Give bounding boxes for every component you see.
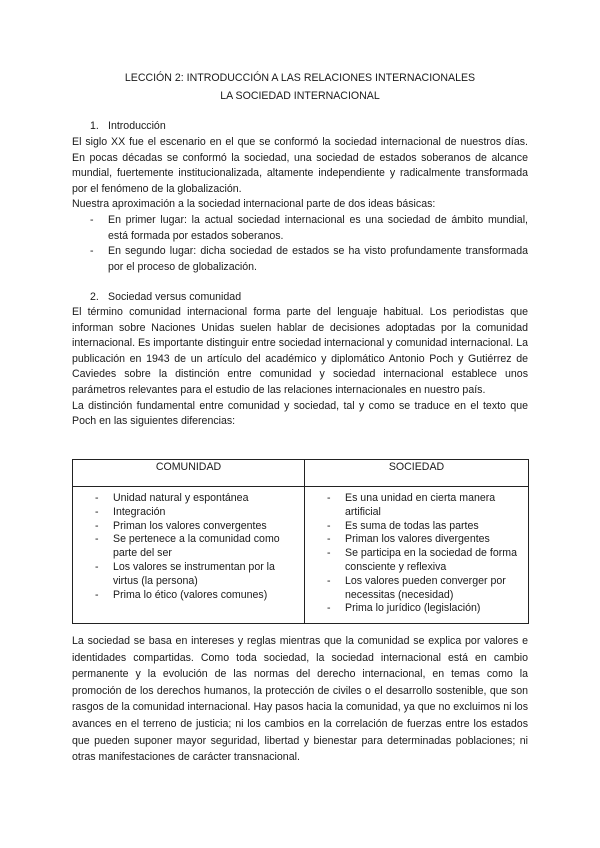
comparison-table [72,459,529,624]
list-item: - Prima lo ético (valores comunes) [95,588,268,601]
dash-marker: - [327,492,331,504]
comunidad-list [77,492,300,602]
closing-paragraph: La sociedad se basa en intereses y reglas mientras que la comunidad se explica por valores e identidades compartidas. Como toda sociedad, la sociedad internacional está en cambio permanente y la evolución de las normas del derecho internacional, en temas como la promoción de los derechos humanos, la protección de civiles o el desarrollo sostenible, que son rasgos de la comunidad internacional. Hay pasos hacia la comunidad, ya que no excluimos ni los avances en el terreno de justicia; ni los cambios en la correlación de fuerzas entre los estados que pueden suponer mayor seguridad, libertad y bienestar para determinadas poblaciones; ni otras manifestaciones de carácter transnacional. [72,635,528,764]
section-2-paragraph-2: La distinción fundamental entre comunidad y sociedad, tal y como se traduce en el texto que Poch en las siguientes diferencias: [72,399,528,428]
column-header-sociedad: SOCIEDAD [305,460,529,487]
column-header-comunidad: COMUNIDAD [73,460,305,487]
section-1-body [72,135,528,275]
list-item: - Es una unidad en cierta manera artificial [327,492,496,518]
list-item: - Se participa en la sociedad de forma consciente y reflexiva [327,547,517,573]
dash-marker: - [327,602,331,615]
list-item: - Prima lo jurídico (legislación) [327,602,481,615]
dash-marker: - [90,213,94,226]
table-header-row [73,460,529,487]
closing-body [72,633,528,766]
list-item: - Es suma de todas las partes [327,519,479,532]
section-1-paragraph-1: El siglo XX fue el escenario en el que se conformó la sociedad internacional de nuestros días. En pocas décadas se conformó la sociedad, una sociedad de estados soberanos de alcance mundial, fuertemente institucionalizada, altamente independiente y radicalmente transformada por el fenómeno de la globalización. [72,136,528,195]
lesson-title: LECCIÓN 2: INTRODUCCIÓN A LAS RELACIONES INTERNACIONALES [124,72,476,84]
list-item: - En primer lugar: la actual sociedad internacional es una sociedad de ámbito mundial, está formada por estados soberanos. [90,213,528,242]
section-2-title: Sociedad versus comunidad [108,291,242,303]
section-1-number: 1. [90,120,99,132]
section-2-heading [90,290,241,306]
section-1-title: Introducción [108,120,166,132]
dash-marker: - [327,519,331,532]
dash-marker: - [95,492,99,504]
list-item: - Unidad natural y espontánea [95,492,249,504]
list-item: - Se pertenece a la comunidad como parte del ser [95,533,280,560]
dash-marker: - [95,505,99,518]
comunidad-cell [73,487,305,624]
dash-marker: - [327,547,331,560]
dash-marker: - [327,574,331,587]
sociedad-cell [305,487,529,624]
section-2-body [72,305,528,430]
table-row [73,487,529,624]
dash-marker: - [327,533,331,546]
dash-marker: - [95,533,99,546]
list-item: - Integración [95,505,166,518]
section-1-heading [90,119,166,135]
lesson-subtitle: LA SOCIEDAD INTERNACIONAL [220,90,380,102]
dash-marker: - [95,560,99,573]
sociedad-list [309,492,524,616]
section-2-number: 2. [90,291,99,303]
list-item: - Los valores se instrumentan por la virtus (la persona) [95,560,275,587]
list-item: - Los valores pueden converger por necessitas (necesidad) [327,574,506,601]
section-1-paragraph-2: Nuestra aproximación a la sociedad internacional parte de dos ideas básicas: [72,198,436,211]
section-1-bullet-list [72,213,528,275]
dash-marker: - [95,519,99,532]
section-2-paragraph-1: El término comunidad internacional forma parte del lenguaje habitual. Los periodistas que informan sobre Naciones Unidas suelen hablar de decisiones adoptadas por la comunidad internacional. Es importante distinguir entre sociedad internacional y comunidad internacional. La publicación en 1943 de un artículo del académico y diplomático Antonio Poch y Gutiérrez de Caviedes sobre la distinción entre comunidad y sociedad internacional establece unos parámetros relevantes para el estudio de las relaciones internacionales en nuestro país. [72,306,528,396]
list-item: - Priman los valores divergentes [327,533,490,546]
dash-marker: - [90,245,94,258]
list-item: - Priman los valores convergentes [95,519,267,532]
list-item: - En segundo lugar: dicha sociedad de estados se ha visto profundamente transformada por el proceso de globalización. [90,245,528,273]
dash-marker: - [95,588,99,601]
